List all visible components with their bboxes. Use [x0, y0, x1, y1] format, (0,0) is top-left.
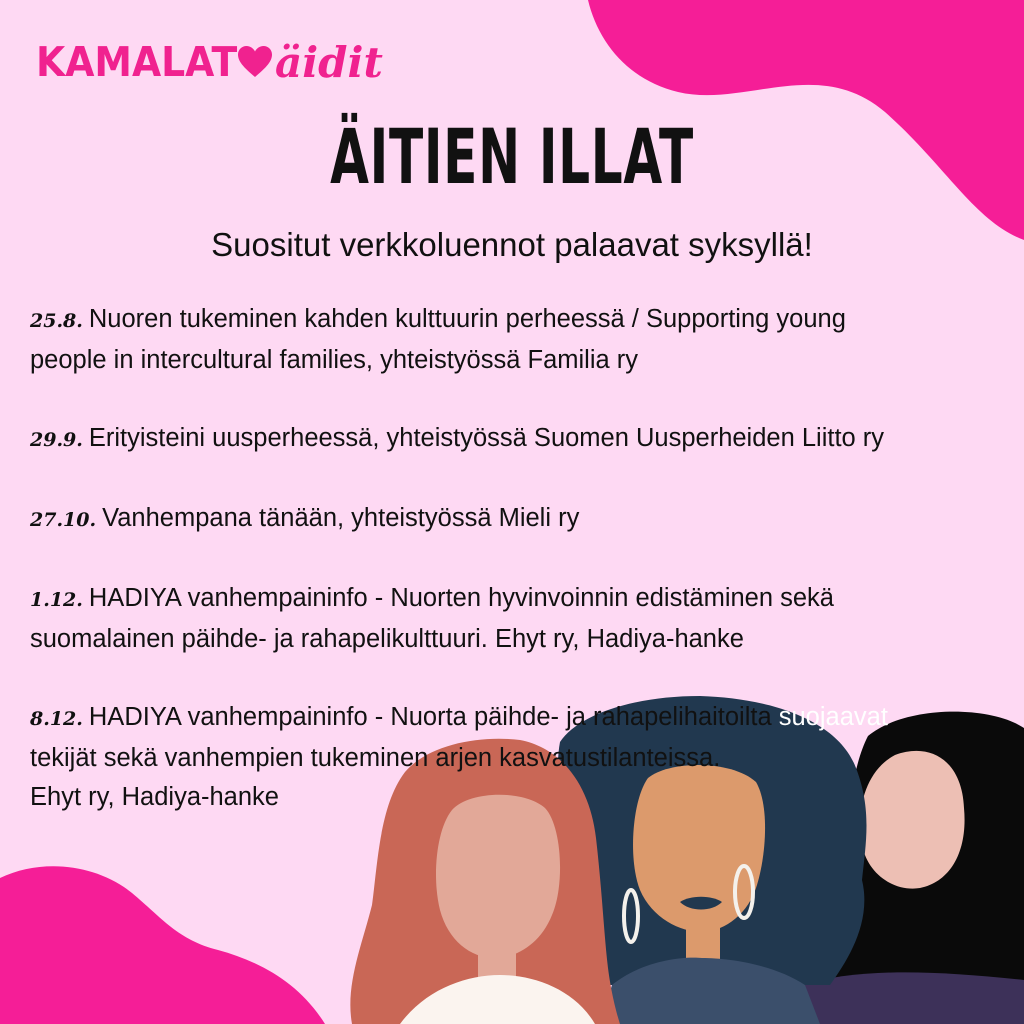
event-date: 25.8.	[30, 310, 83, 332]
event-line	[30, 419, 1020, 460]
event-item	[30, 499, 1020, 540]
event-line: tekijät sekä vanhempien tukeminen arjen kasvatustilanteissa.	[30, 744, 721, 772]
event-line: people in intercultural families, yhteistyössä Familia ry	[30, 346, 638, 374]
event-text: Erityisteini uusperheessä, yhteistyössä Suomen Uusperheiden Liitto ry	[88, 424, 885, 452]
event-line	[30, 499, 1020, 540]
event-line	[30, 300, 1020, 341]
kamalat-aidit-logo	[36, 30, 383, 94]
event-date: 1.12.	[30, 589, 83, 611]
event-item	[30, 419, 1020, 460]
event-item	[30, 300, 1020, 380]
logo-text-kamalat: KAMALAT	[36, 38, 238, 86]
event-text: HADIYA vanhempaininfo - Nuorten hyvinvoinnin edistäminen sekä	[88, 584, 834, 612]
event-text: Nuoren tukeminen kahden kulttuurin perheessä / Supporting young	[88, 305, 846, 333]
event-date: 29.9.	[30, 429, 83, 451]
event-date: 27.10.	[30, 509, 97, 531]
event-text-highlight: suojaavat	[778, 703, 888, 731]
logo-text-aidit: äidit	[275, 37, 383, 87]
heart-icon	[237, 45, 273, 79]
event-line: suomalainen päihde- ja rahapelikulttuuri. Ehyt ry, Hadiya-hanke	[30, 625, 744, 653]
event-date: 8.12.	[30, 708, 83, 730]
event-item	[30, 698, 1020, 817]
event-line	[30, 698, 1020, 739]
event-line	[30, 579, 1020, 620]
event-item	[30, 579, 1020, 659]
event-text: HADIYA vanhempaininfo - Nuorta päihde- ja rahapelihaitoilta	[88, 703, 772, 731]
event-line: Ehyt ry, Hadiya-hanke	[30, 783, 279, 811]
event-text: Vanhempana tänään, yhteistyössä Mieli ry	[102, 504, 580, 532]
page-subtitle: Suositut verkkoluennot palaavat syksyllä!	[211, 226, 813, 263]
event-list	[30, 300, 1020, 856]
page-title: ÄITIEN ILLAT	[330, 112, 694, 201]
